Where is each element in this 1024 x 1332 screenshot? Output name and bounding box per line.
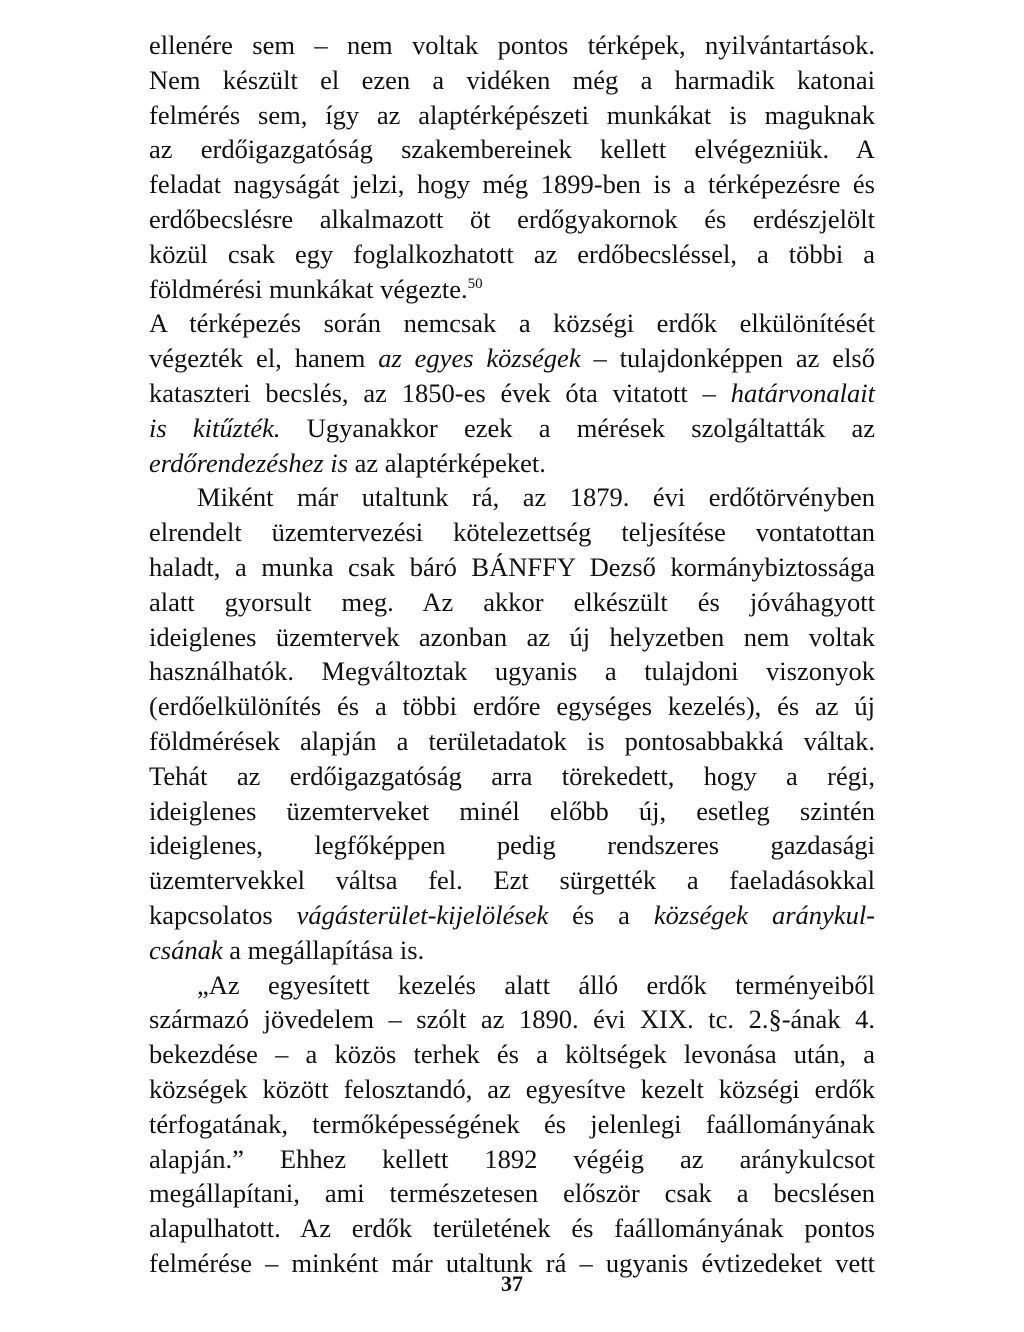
text-segment: származó jövedelem – szólt az 1890. évi XIX. tc. 2.§-ának 4. <box>149 1004 875 1035</box>
text-segment: kapcsolatos <box>149 899 297 930</box>
text-line <box>149 411 875 446</box>
text-segment: alapján.” Ehhez kellett 1892 végéig az aránykulcsot <box>149 1143 875 1174</box>
text-segment: alatt gyorsult meg. Az akkor elkészült és jóváhagyott <box>149 586 875 617</box>
text-line <box>149 1142 875 1177</box>
text-segment: és a <box>548 899 654 930</box>
page-body <box>149 28 875 1281</box>
emphasized-text: erdőrendezéshez is <box>149 447 348 478</box>
text-line <box>149 28 875 63</box>
emphasized-text: csának <box>149 934 223 965</box>
text-line <box>149 376 875 411</box>
text-segment: üzemtervekkel váltsa fel. Ezt sürgették a faeladásokkal <box>149 865 875 896</box>
text-segment: térfogatának, termőképességének és jelenlegi faállományának <box>149 1108 875 1139</box>
text-segment: (erdőelkülönítés és a többi erdőre egységes kezelés), és az új <box>149 691 875 722</box>
text-line <box>149 550 875 585</box>
text-line <box>149 654 875 689</box>
text-segment: bekezdése – a közös terhek és a költségek levonása után, a <box>149 1039 875 1070</box>
text-segment: földmérések alapján a területadatok is pontosabbakká váltak. <box>149 725 875 756</box>
text-line <box>149 63 875 98</box>
text-segment: felmérése – minként már utaltunk rá – ugyanis évtizedeket vett <box>149 1247 875 1278</box>
text-line <box>149 341 875 376</box>
text-line <box>149 933 875 968</box>
text-line <box>149 167 875 202</box>
text-line <box>149 202 875 237</box>
text-line <box>149 759 875 794</box>
text-line <box>149 724 875 759</box>
text-segment: erdőbecslésre alkalmazott öt erdőgyakornok és erdészjelölt <box>149 203 875 234</box>
text-line <box>149 898 875 933</box>
text-segment: a megállapítása is. <box>222 934 425 965</box>
text-segment: alapulhatott. Az erdők területének és faállományának pontos <box>149 1213 875 1244</box>
emphasized-text: vágásterület-kijelölések <box>296 899 549 930</box>
text-line <box>149 515 875 550</box>
paragraph <box>149 480 875 967</box>
text-segment: használhatók. Megváltoztak ugyanis a tulajdoni viszonyok <box>149 656 875 687</box>
emphasized-text: az egyes községek <box>378 343 581 374</box>
text-segment: „Az egyesített kezelés alatt álló erdők terményeiből <box>197 969 875 1000</box>
text-line <box>149 306 875 341</box>
text-segment: A térképezés során nemcsak a községi erdők elkülönítését <box>149 308 875 339</box>
text-segment: feladat nagyságát jelzi, hogy még 1899-ben is a térképezésre és <box>149 169 875 200</box>
emphasized-text: is kitűzték. <box>149 412 281 443</box>
page-number: 37 <box>501 1271 523 1296</box>
text-segment: az erdőigazgatóság szakembereinek kellett elvégezniük. A <box>149 134 875 165</box>
text-segment: kataszteri becslés, az 1850-es évek óta vitatott – <box>149 377 731 408</box>
text-line <box>149 1037 875 1072</box>
text-segment: ideiglenes üzemterveket minél előbb új, esetleg szintén <box>149 795 875 826</box>
text-line <box>149 1211 875 1246</box>
text-segment: községek között felosztandó, az egyesítve kezelt községi erdők <box>149 1073 875 1104</box>
paragraph <box>149 28 875 306</box>
text-segment: ideiglenes, legfőképpen pedig rendszeres gazdasági <box>149 830 875 861</box>
text-line <box>149 1107 875 1142</box>
text-segment: ellenére sem – nem voltak pontos térképek, nyilvántartások. <box>149 30 875 60</box>
text-segment: Ugyanakkor ezek a mérések szolgáltatták az <box>280 412 875 443</box>
text-line <box>149 828 875 863</box>
text-segment: Nem készült el ezen a vidéken még a harmadik katonai <box>149 64 875 95</box>
text-line <box>149 1072 875 1107</box>
text-segment: földmérési munkákat végezte. <box>149 273 468 304</box>
text-segment: végezték el, hanem <box>149 343 379 374</box>
emphasized-text: községek aránykul- <box>653 899 876 930</box>
text-line <box>149 98 875 133</box>
text-line <box>149 237 875 272</box>
text-line <box>149 689 875 724</box>
text-segment: elrendelt üzemtervezési kötelezettség teljesítése vontatottan <box>149 517 875 548</box>
footnote-reference: 50 <box>467 275 483 292</box>
text-segment: haladt, a munka csak báró BÁNFFY Dezső kormánybiztossága <box>149 551 875 582</box>
text-line <box>149 620 875 655</box>
text-line <box>149 1002 875 1037</box>
text-line <box>149 1176 875 1211</box>
text-line <box>149 968 875 1003</box>
text-segment: – tulajdonképpen az első <box>580 343 875 374</box>
text-segment: Miként már utaltunk rá, az 1879. évi erdőtörvényben <box>197 482 875 513</box>
text-segment: közül csak egy foglalkozhatott az erdőbecsléssel, a többi a <box>149 238 875 269</box>
text-segment: felmérés sem, így az alaptérképészeti munkákat is maguknak <box>149 99 875 130</box>
text-line <box>149 585 875 620</box>
text-line <box>149 446 875 481</box>
emphasized-text: határvonalait <box>730 377 875 408</box>
text-line <box>149 480 875 515</box>
text-segment: Tehát az erdőigazgatóság arra törekedett, hogy a régi, <box>149 760 875 791</box>
text-line <box>149 132 875 167</box>
paragraph <box>149 968 875 1281</box>
text-segment: megállapítani, ami természetesen először csak a becslésen <box>149 1178 875 1209</box>
text-segment: ideiglenes üzemtervek azonban az új helyzetben nem voltak <box>149 621 875 652</box>
paragraph <box>149 306 875 480</box>
text-line <box>149 272 875 307</box>
text-line <box>149 794 875 829</box>
text-line <box>149 863 875 898</box>
text-segment: az alaptérképeket. <box>347 447 546 478</box>
